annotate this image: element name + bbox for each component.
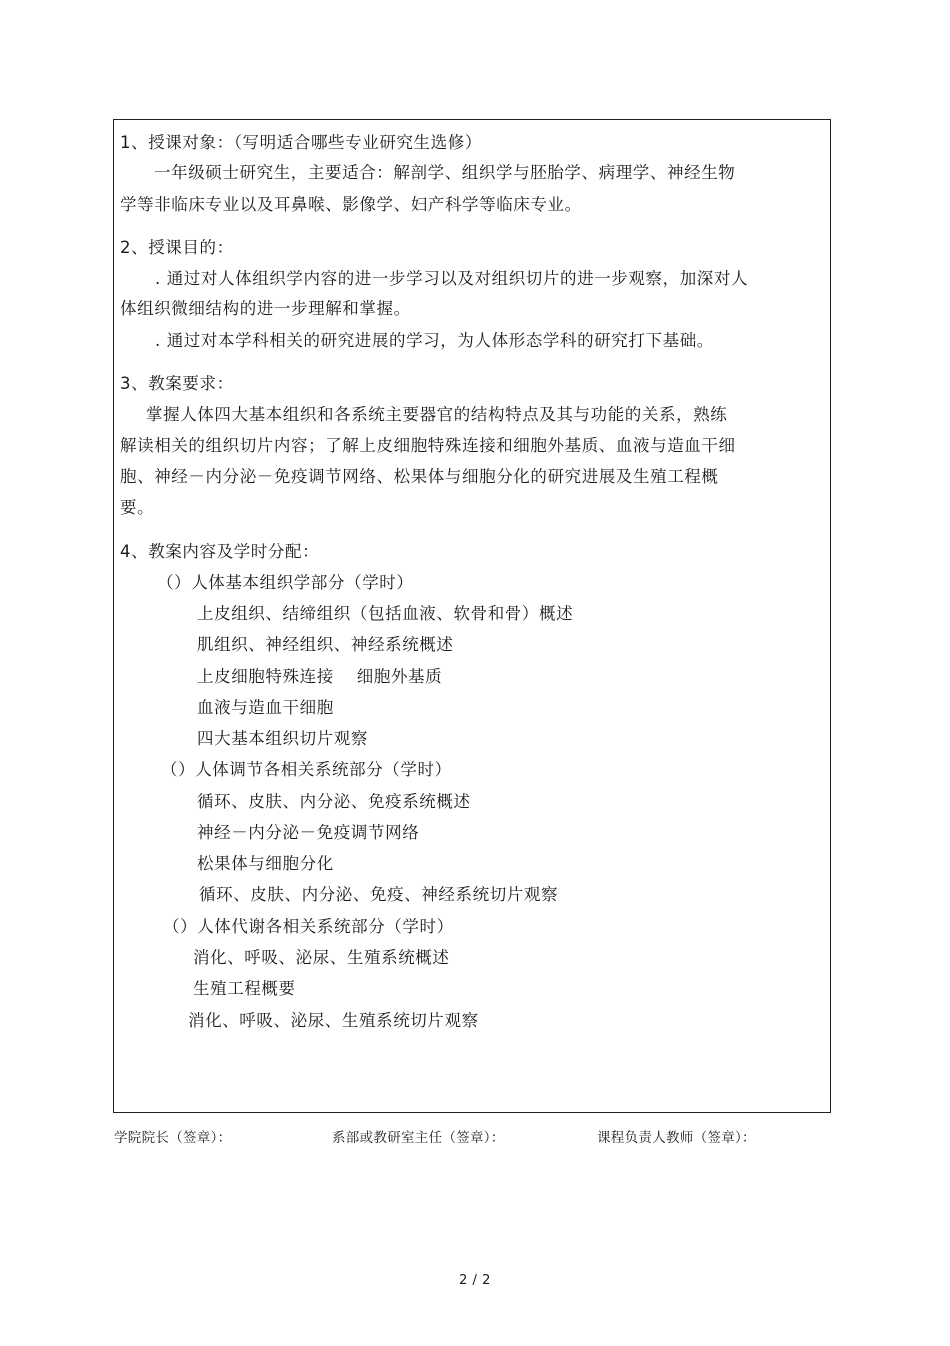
section-4-heading: 4、教案内容及学时分配： bbox=[120, 542, 320, 561]
part-1-item-3: 上皮细胞特殊连接 细胞外基质 bbox=[197, 667, 443, 686]
section-2-line-2: 体组织微细结构的进一步理解和掌握。 bbox=[120, 299, 411, 318]
part-2-item-4: 循环、皮肤、内分泌、免疫、神经系统切片观察 bbox=[199, 885, 559, 904]
part-3-item-3: 消化、呼吸、泌尿、生殖系统切片观察 bbox=[188, 1011, 479, 1030]
part-1-item-2: 肌组织、神经组织、神经系统概述 bbox=[197, 635, 454, 654]
page-number: 2 / 2 bbox=[459, 1273, 491, 1288]
section-3-line-2: 解读相关的组织切片内容；了解上皮细胞特殊连接和细胞外基质、血液与造血干细 bbox=[120, 436, 736, 455]
part-2-item-1: 循环、皮肤、内分泌、免疫系统概述 bbox=[197, 792, 471, 811]
part-3-item-2: 生殖工程概要 bbox=[193, 979, 296, 998]
section-3-line-4: 要。 bbox=[120, 498, 155, 517]
section-2-line-3: . 通过对本学科相关的研究进展的学习，为人体形态学科的研究打下基础。 bbox=[155, 331, 714, 350]
section-1-line-1: 一年级硕士研究生，主要适合：解剖学、组织学与胚胎学、病理学、神经生物 bbox=[154, 163, 736, 182]
part-1-title: （）人体基本组织学部分（学时） bbox=[157, 573, 414, 592]
section-2-line-1: . 通过对人体组织学内容的进一步学习以及对组织切片的进一步观察，加深对人 bbox=[155, 269, 749, 288]
section-2-heading: 2、授课目的： bbox=[120, 238, 234, 257]
section-1-line-2: 学等非临床专业以及耳鼻喉、影像学、妇产科学等临床专业。 bbox=[120, 195, 582, 214]
course-teacher-signature-label: 课程负责人教师（签章）： bbox=[597, 1130, 756, 1146]
part-1-item-4: 血液与造血干细胞 bbox=[197, 698, 334, 717]
dean-signature-label: 学院院长（签章）： bbox=[114, 1130, 232, 1146]
part-2-item-2: 神经－内分泌－免疫调节网络 bbox=[197, 823, 420, 842]
department-head-signature-label: 系部或教研室主任（签章）： bbox=[332, 1130, 505, 1146]
section-1-heading: 1、授课对象：（写明适合哪些专业研究生选修） bbox=[120, 133, 482, 152]
section-3-line-1: 掌握人体四大基本组织和各系统主要器官的结构特点及其与功能的关系，熟练 bbox=[146, 405, 728, 424]
part-3-item-1: 消化、呼吸、泌尿、生殖系统概述 bbox=[193, 948, 450, 967]
part-2-title: （）人体调节各相关系统部分（学时） bbox=[161, 760, 452, 779]
section-3-line-3: 胞、神经－内分泌－免疫调节网络、松果体与细胞分化的研究进展及生殖工程概 bbox=[120, 467, 719, 486]
section-3-heading: 3、教案要求： bbox=[120, 374, 234, 393]
part-3-title: （）人体代谢各相关系统部分（学时） bbox=[163, 917, 454, 936]
part-1-item-5: 四大基本组织切片观察 bbox=[197, 729, 368, 748]
part-2-item-3: 松果体与细胞分化 bbox=[197, 854, 334, 873]
part-1-item-1: 上皮组织、结缔组织（包括血液、软骨和骨）概述 bbox=[197, 604, 574, 623]
